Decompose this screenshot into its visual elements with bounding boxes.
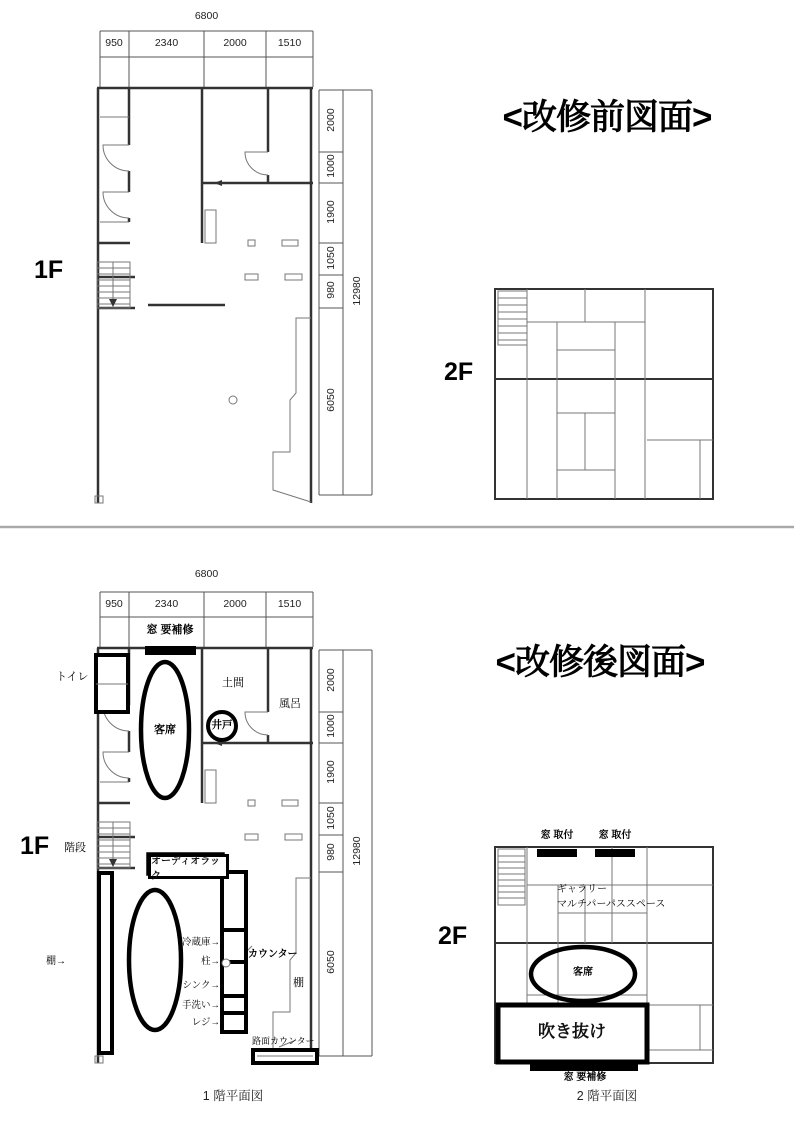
dim-total-width-after: 6800: [194, 568, 219, 580]
bath-label: 風呂: [279, 698, 301, 710]
after-1f-label: 1F: [20, 832, 50, 860]
window-install-label-1: 窓 取付: [540, 830, 574, 841]
dim-h-1900-before: 1900: [325, 200, 337, 224]
register-label: レジ→: [191, 1017, 220, 1028]
dim-950-before: 950: [105, 37, 123, 49]
audio-rack-label: オーディオラック: [148, 854, 229, 879]
window-repair-label-1f: 窓 要補修: [146, 624, 194, 636]
gallery-label: ギャラリー: [557, 884, 607, 895]
after-1f-stair-arrow: [109, 859, 117, 867]
dim-h-2000-before: 2000: [325, 108, 337, 132]
dim-h-6050-before: 6050: [325, 388, 337, 412]
dim-2340-after: 2340: [154, 598, 179, 610]
before-1f-stair-arrow: [109, 299, 117, 307]
well-label: 井戸: [211, 719, 233, 731]
after-2f-label: 2F: [438, 922, 468, 950]
floor2-caption: 2 階平面図: [576, 1089, 638, 1103]
window-repair-label-2f: 窓 要補修: [563, 1072, 607, 1083]
dim-h-1050-after: 1050: [325, 806, 337, 830]
dim-1510-after: 1510: [277, 598, 302, 610]
dim-h-980-before: 980: [325, 281, 337, 299]
doma-label: 土間: [222, 677, 244, 689]
before-1f-walls: [97, 88, 313, 503]
after-title: <改修後図面>: [495, 643, 705, 682]
toilet-label: トイレ: [56, 671, 89, 683]
dim-1510-before: 1510: [277, 37, 302, 49]
dim-h-980-after: 980: [325, 843, 337, 861]
dim-h-1050-before: 1050: [325, 246, 337, 270]
seating-upper-label: 客席: [154, 724, 176, 736]
shelf-left-label: 棚→: [46, 956, 66, 967]
shelf-right-label: 棚: [293, 977, 304, 989]
dim-total-height-before: 12980: [351, 276, 363, 306]
dim-2000-before: 2000: [223, 37, 247, 49]
dim-2000-after: 2000: [223, 598, 247, 610]
before-2f-label: 2F: [444, 358, 474, 386]
before-2f-walls: [495, 289, 713, 499]
street-counter-label: 路面カウンター: [252, 1036, 315, 1046]
dim-h-6050-after: 6050: [325, 950, 337, 974]
before-2f-details: [498, 289, 713, 499]
dim-total-height-after: 12980: [351, 836, 363, 866]
before-1f-label: 1F: [34, 256, 64, 284]
handwash-label: 手洗い→: [181, 1000, 220, 1011]
multipurpose-label: マルチパーパススペース: [557, 899, 666, 910]
before-title: <改修前図面>: [502, 98, 712, 137]
dim-total-width-before: 6800: [194, 10, 219, 22]
pillar-label: 柱→: [200, 956, 220, 967]
dim-h-1000-before: 1000: [325, 154, 337, 178]
counter-label: カウンター: [248, 949, 298, 960]
dim-h-1900-after: 1900: [325, 760, 337, 784]
before-1f-wall-arrow: [214, 180, 222, 186]
fridge-label: 冷蔵庫→: [181, 937, 220, 948]
void-label: 吹き抜け: [538, 1022, 606, 1041]
sink-label: シンク→: [182, 980, 220, 991]
floor1-caption: 1 階平面図: [202, 1089, 264, 1103]
dim-h-1000-after: 1000: [325, 714, 337, 738]
dim-2340-before: 2340: [154, 37, 179, 49]
stairs-label: 階段: [64, 842, 86, 854]
dim-h-2000-after: 2000: [325, 668, 337, 692]
dim-950-after: 950: [105, 598, 123, 610]
window-install-label-2: 窓 取付: [598, 830, 632, 841]
seating-2f-label: 客席: [573, 967, 593, 978]
